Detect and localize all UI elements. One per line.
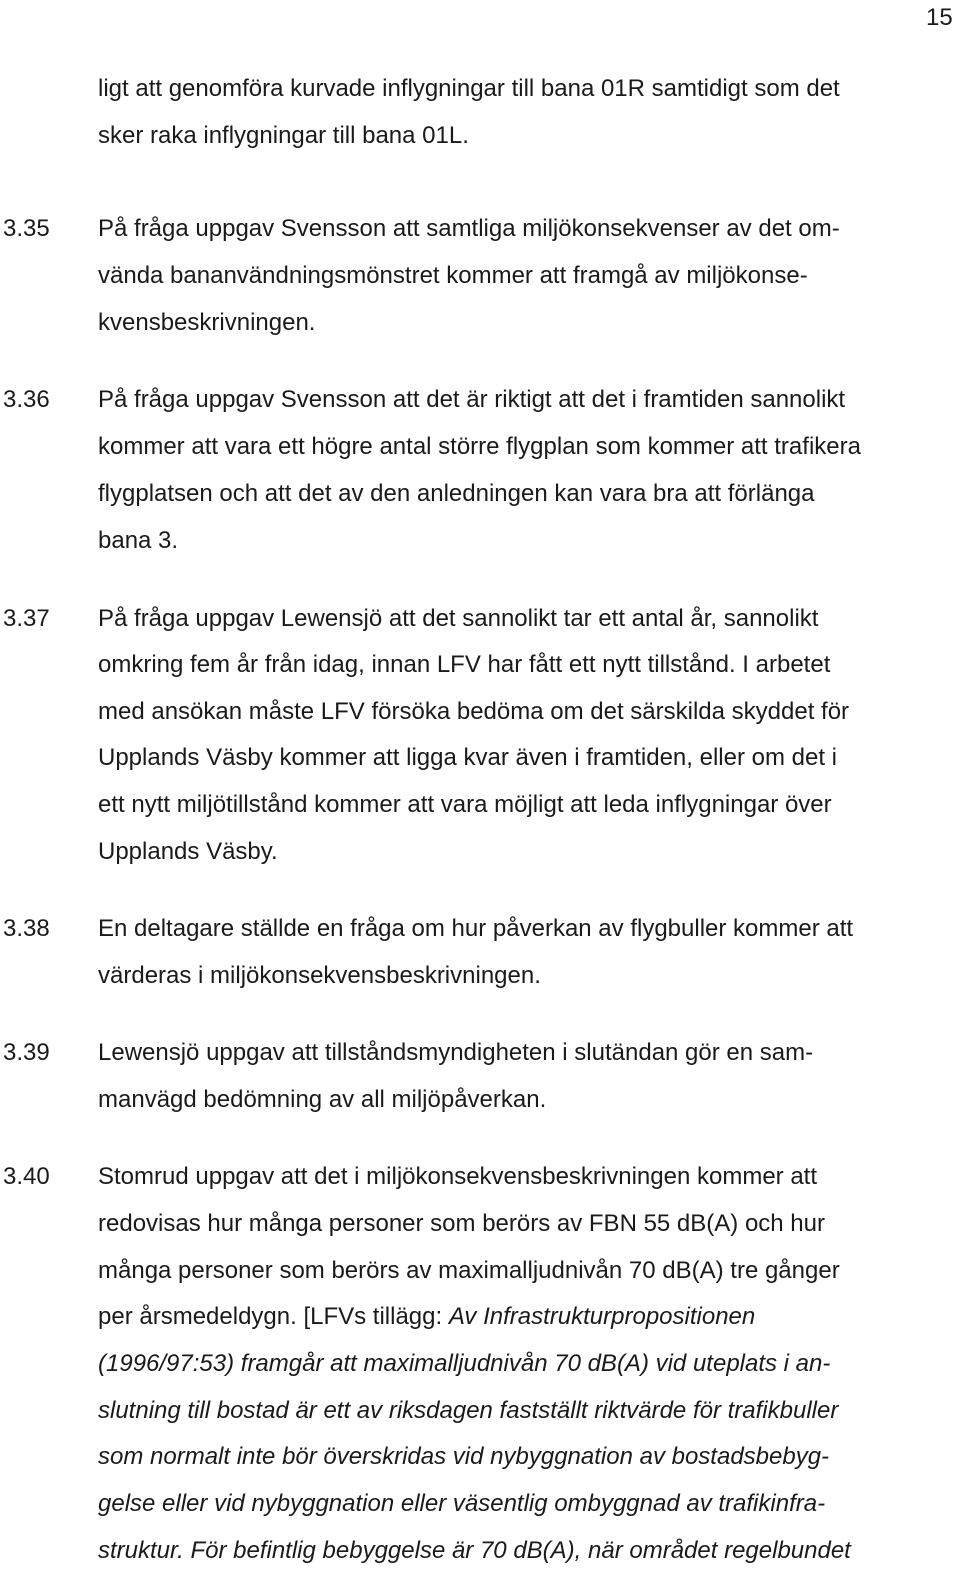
- italic-text-line: gelse eller vid nybyggnation eller väsentlig ombyggnad av trafikinfra-: [98, 1490, 826, 1517]
- text-line: Lewensjö uppgav att tillståndsmyndigheten i slutändan gör en sam-: [98, 1039, 814, 1066]
- text-line: Upplands Väsby.: [98, 838, 278, 865]
- text-line: ligt att genomföra kurvade inflygningar till bana 01R samtidigt som det: [98, 75, 840, 102]
- text-line: ett nytt miljötillstånd kommer att vara möjligt att leda inflygningar över: [98, 791, 832, 818]
- paragraph-number: 3.35: [3, 215, 50, 242]
- text-line: flygplatsen och att det av den anledningen kan vara bra att förlänga: [98, 480, 815, 507]
- text-line: Stomrud uppgav att det i miljökonsekvensbeskrivningen kommer att: [98, 1163, 818, 1190]
- text-line: med ansökan måste LFV försöka bedöma om det särskilda skyddet för: [98, 698, 850, 725]
- text-line: En deltagare ställde en fråga om hur påverkan av flygbuller kommer att: [98, 915, 854, 942]
- text-line: sker raka inflygningar till bana 01L.: [98, 122, 469, 149]
- paragraph-number: 3.39: [3, 1039, 50, 1066]
- text-line: kommer att vara ett högre antal större flygplan som kommer att trafikera: [98, 433, 861, 460]
- paragraph-number: 3.36: [3, 386, 50, 413]
- text-line: På fråga uppgav Lewensjö att det sannolikt tar ett antal år, sannolikt: [98, 605, 819, 632]
- text-line: kvensbeskrivningen.: [98, 309, 316, 336]
- paragraph-number: 3.40: [3, 1163, 50, 1190]
- text-line: bana 3.: [98, 527, 179, 554]
- page-number: 15: [926, 4, 953, 31]
- text-line: manvägd bedömning av all miljöpåverkan.: [98, 1086, 547, 1113]
- italic-text-line: struktur. För befintlig bebyggelse är 70 dB(A), när området regelbundet: [98, 1537, 851, 1564]
- italic-text-line: (1996/97:53) framgår att maximalljudnivån 70 dB(A) vid uteplats i an-: [98, 1350, 831, 1377]
- italic-text-span: Av Infrastrukturpropositionen: [448, 1303, 756, 1330]
- text-line: värderas i miljökonsekvensbeskrivningen.: [98, 962, 541, 989]
- paragraph-number: 3.38: [3, 915, 50, 942]
- text-line: På fråga uppgav Svensson att samtliga miljökonsekvenser av det om-: [98, 215, 840, 242]
- text-line: redovisas hur många personer som berörs av FBN 55 dB(A) och hur: [98, 1210, 825, 1237]
- italic-text-line: slutning till bostad är ett av riksdagen fastställt riktvärde för trafikbuller: [98, 1397, 839, 1424]
- text-line: omkring fem år från idag, innan LFV har fått ett nytt tillstånd. I arbetet: [98, 651, 831, 678]
- text-line: Upplands Väsby kommer att ligga kvar även i framtiden, eller om det i: [98, 744, 837, 771]
- italic-text-line: som normalt inte bör överskridas vid nybyggnation av bostadsbebyg-: [98, 1443, 830, 1470]
- paragraph-number: 3.37: [3, 605, 50, 632]
- text-line: vända bananvändningsmönstret kommer att framgå av miljökonse-: [98, 262, 808, 289]
- text-line: [98, 1302, 755, 1332]
- text-line: På fråga uppgav Svensson att det är riktigt att det i framtiden sannolikt: [98, 386, 846, 413]
- text-span: per årsmedeldygn. [LFVs tillägg:: [98, 1303, 449, 1330]
- text-line: många personer som berörs av maximalljudnivån 70 dB(A) tre gånger: [98, 1257, 840, 1284]
